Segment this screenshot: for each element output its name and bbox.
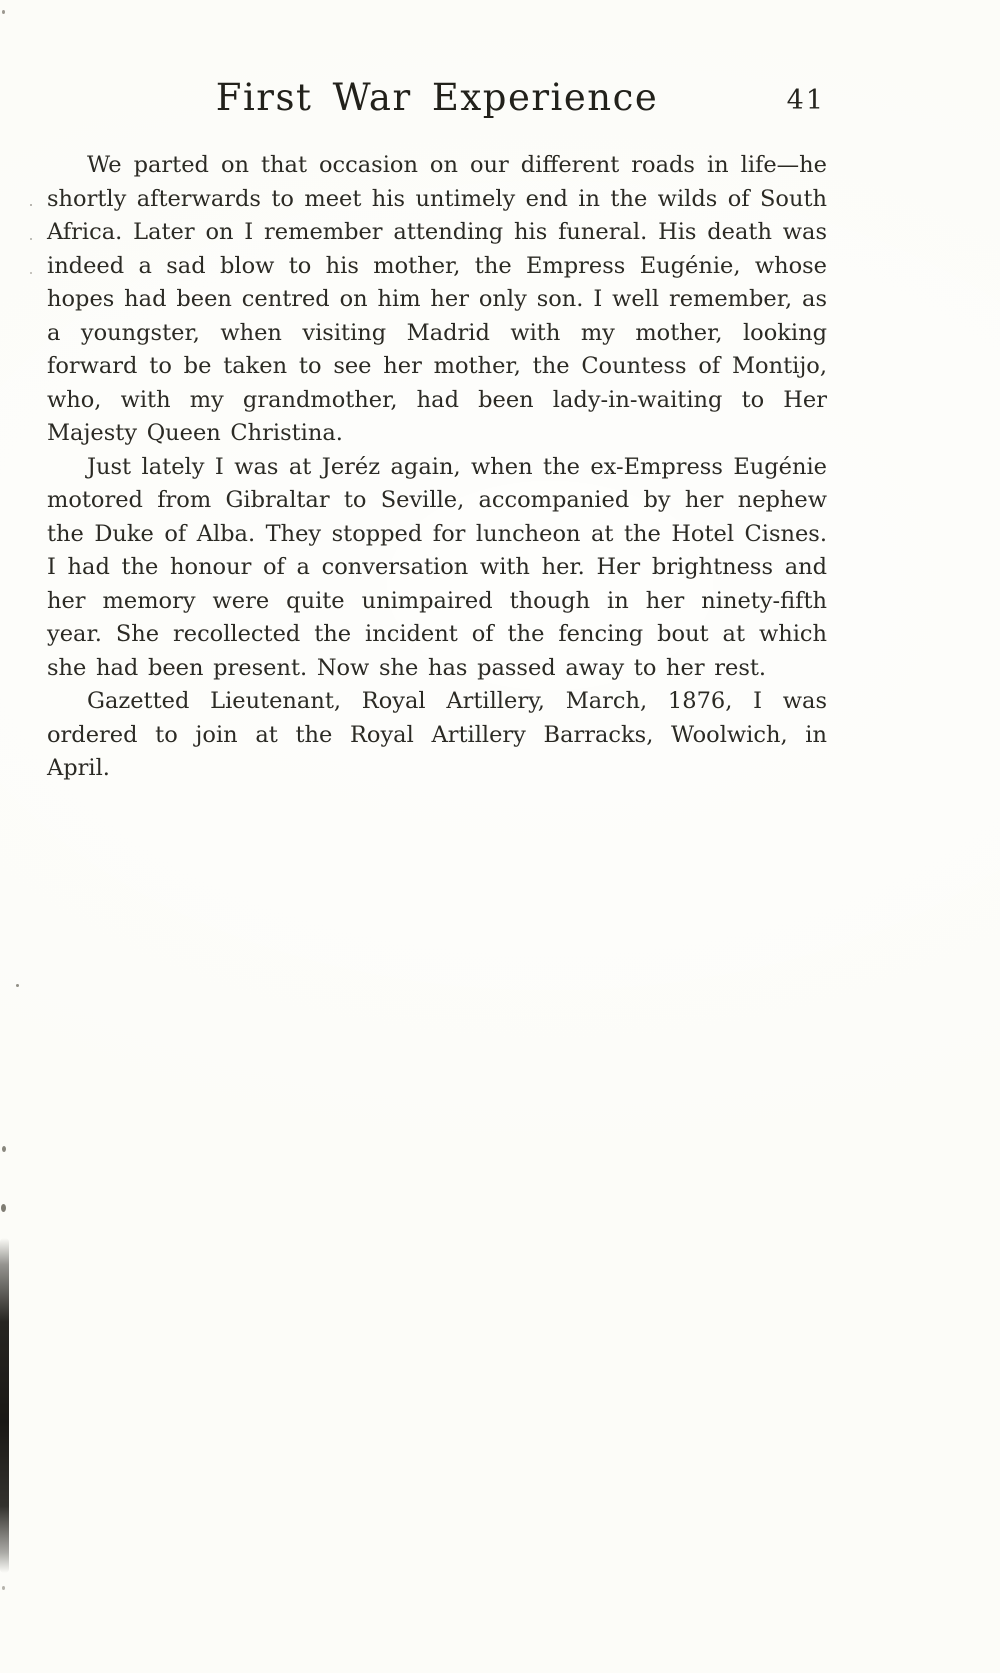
body-paragraph: We parted on that occasion on our different roads in life—he shortly afterwards to meet his untimely end in the wilds of South Africa. Later on I remember attending his funeral. His death was indeed a sad blow to his mother, the Empress Eugénie, whose hopes had been centred on him her only son. I well remember, as a youngster, when visiting Madrid with my mother, looking forward to be taken to see her mother, the Countess of Montijo, who, with my grandmother, had been lady-in-waiting to Her Majesty Queen Christina. [47,152,827,446]
scan-speck [30,272,32,274]
scan-speck [30,204,32,206]
scan-speck [1,1204,6,1212]
body-paragraph: Gazetted Lieutenant, Royal Artillery, March, 1876, I was ordered to join at the Royal Artillery Barracks, Woolwich, in April. [47,688,827,781]
scan-binding-artifact [0,1238,9,1573]
scan-speck [16,984,19,987]
page-header [47,76,827,128]
page-number: 41 [786,85,825,116]
scan-speck [30,238,32,240]
scan-speck [2,10,5,14]
chapter-title: First War Experience [215,76,659,119]
page-body [47,149,827,786]
scan-speck [2,1586,5,1590]
scan-speck [2,1146,6,1152]
body-paragraph: Just lately I was at Jeréz again, when the ex-Empress Eugénie motored from Gibraltar to Seville, accompanied by her nephew the Duke of Alba. They stopped for luncheon at the Hotel Cisnes. I had the honour of a conversation with her. Her brightness and her memory were quite unimpaired though in her ninety-fifth year. She recollected the incident of the fencing bout at which she had been present. Now she has passed away to her rest. [47,453,827,681]
